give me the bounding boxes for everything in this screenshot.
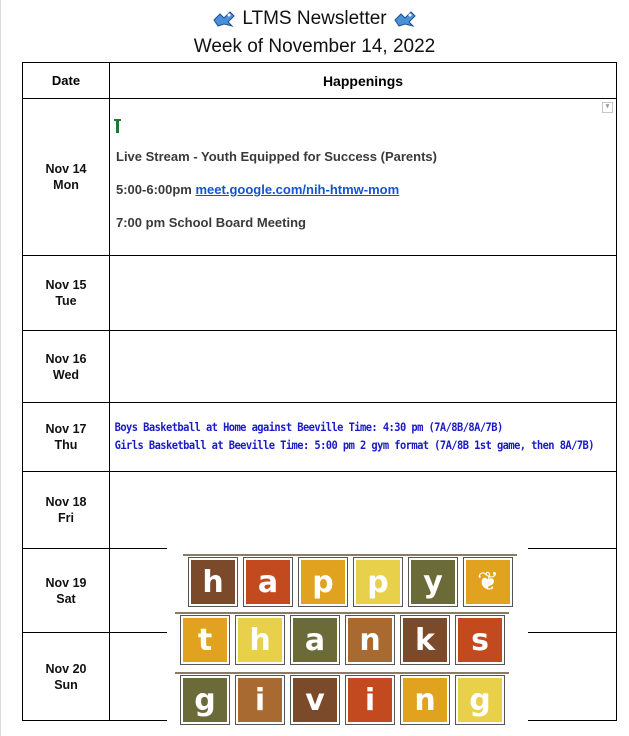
livestream-event: Live Stream - Youth Equipped for Success (Parents) [116, 149, 437, 164]
banner-string [183, 554, 517, 556]
date-cell: Nov 19 Sat [23, 549, 110, 633]
date-cell: Nov 20 Sun [23, 633, 110, 721]
letter-tile: s [456, 616, 504, 664]
column-header-happenings: Happenings [110, 63, 617, 99]
letter-tile: g [456, 676, 504, 724]
table-row [23, 403, 617, 472]
letter-tile: y [409, 558, 457, 606]
letter-tile: p [299, 558, 347, 606]
happenings-cell[interactable] [110, 331, 617, 403]
letter-tile: i [236, 676, 284, 724]
dropdown-corner-icon: ▾ [602, 102, 613, 113]
date-cell: Nov 18 Fri [23, 472, 110, 549]
mascot-icon [393, 10, 417, 28]
letter-tile: n [401, 676, 449, 724]
letter-tile: k [401, 616, 449, 664]
date-cell: Nov 16 Wed [23, 331, 110, 403]
letter-tile: a [244, 558, 292, 606]
letter-tile: h [236, 616, 284, 664]
meet-time-line: 5:00-6:00pm meet.google.com/nih-htmw-mom [116, 182, 400, 197]
board-meeting-event: 7:00 pm School Board Meeting [116, 215, 306, 230]
table-row [23, 99, 617, 256]
text-cursor [116, 119, 119, 133]
letter-tile: h [189, 558, 237, 606]
letter-tile: a [291, 616, 339, 664]
letter-tile: t [181, 616, 229, 664]
girls-basketball-event: Girls Basketball at Beeville Time: 5:00 pm 2 gym format (7A/8B 1st game, then 8A/7B) [114, 439, 594, 452]
table-row [23, 472, 617, 549]
maple-leaf-icon: ❦ [464, 558, 512, 606]
title-text: LTMS Newsletter [242, 8, 387, 29]
table-row [23, 331, 617, 403]
column-header-date: Date [23, 63, 110, 99]
letter-tile: g [181, 676, 229, 724]
page-edge [0, 0, 1, 736]
date-cell: Nov 14 Mon [23, 99, 110, 256]
happenings-cell[interactable] [110, 99, 617, 256]
happenings-cell[interactable] [110, 472, 617, 549]
letter-tile: i [346, 676, 394, 724]
banner-string [175, 672, 509, 674]
happenings-cell[interactable] [110, 403, 617, 472]
date-cell: Nov 15 Tue [23, 256, 110, 331]
newsletter-subtitle: Week of November 14, 2022 [193, 36, 436, 57]
meet-link[interactable]: meet.google.com/nih-htmw-mom [195, 182, 400, 197]
table-row [23, 256, 617, 331]
letter-tile: p [354, 558, 402, 606]
newsletter-title [0, 8, 629, 30]
date-cell: Nov 17 Thu [23, 403, 110, 472]
table-header-row [23, 63, 617, 99]
mascot-icon [212, 10, 236, 28]
letter-tile: n [346, 616, 394, 664]
letter-tile: v [291, 676, 339, 724]
banner-string [175, 612, 509, 614]
happenings-cell[interactable] [110, 256, 617, 331]
boys-basketball-event: Boys Basketball at Home against Beeville Time: 4:30 pm (7A/8B/8A/7B) [114, 421, 503, 434]
happy-thanksgiving-banner [167, 548, 528, 724]
